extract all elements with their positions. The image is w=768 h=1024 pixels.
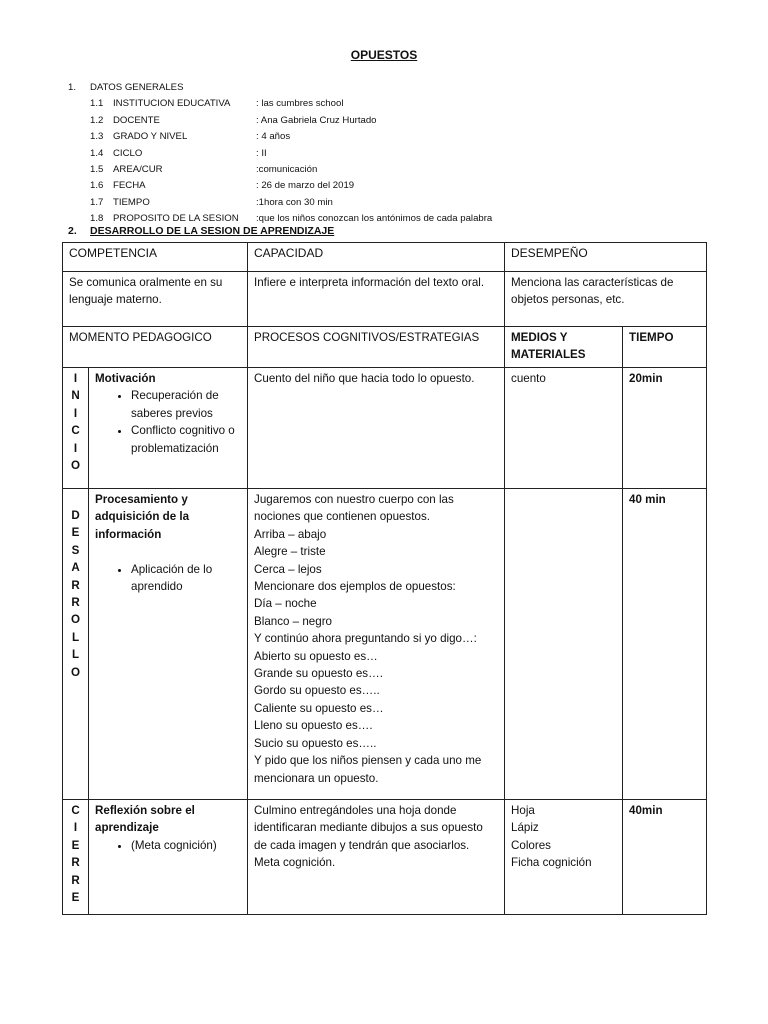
momento-bullets (95, 561, 241, 596)
procesos-line: Y pido que los niños piensen y cada uno me mencionara un opuesto. (254, 754, 482, 785)
item-number: 1.6 (90, 180, 104, 192)
vertical-letters (69, 802, 82, 906)
vertical-letter: E (71, 891, 80, 905)
procesos-line: Caliente su opuesto es… (254, 701, 384, 715)
vertical-letter: A (71, 561, 80, 575)
section-heading: DESARROLLO DE LA SESION DE APRENDIZAJE (90, 225, 335, 237)
item-value: : Ana Gabriela Cruz Hurtado (256, 114, 377, 126)
vertical-letter: I (73, 406, 78, 420)
item-value: : II (256, 147, 267, 159)
cell-momento-inicio (89, 368, 248, 489)
item-value: :1hora con 30 min (256, 196, 333, 208)
cell-capacidad: Infiere e interpreta información del texto oral. (248, 272, 505, 327)
spacer (69, 491, 82, 507)
section-number: 2. (68, 225, 77, 237)
item-label: PROPOSITO DE LA SESION (113, 213, 239, 225)
vertical-letter: L (71, 630, 80, 644)
item-number: 1.7 (90, 196, 104, 208)
session-table (62, 242, 707, 915)
bullet-item: • Conflicto cognitivo o problematización (131, 422, 241, 457)
procesos-line: Día – noche (254, 597, 317, 611)
vertical-letter: I (73, 372, 78, 385)
spacer (95, 543, 241, 560)
procesos-line: Jugaremos con nuestro cuerpo con las nociones que contienen opuestos. (254, 493, 454, 524)
header-momento: MOMENTO PEDAGOGICO (63, 327, 248, 368)
vertical-label-cierre (63, 800, 89, 915)
momento-title: Procesamiento y adquisición de la información (95, 493, 190, 541)
cell-procesos-inicio: Cuento del niño que hacia todo lo opuesto. (248, 368, 505, 489)
procesos-line: Sucio su opuesto es….. (254, 736, 377, 750)
item-label: FECHA (113, 180, 146, 192)
cell-momento-desarrollo (89, 489, 248, 800)
item-value: : 26 de marzo del 2019 (256, 180, 355, 192)
table-header-row (63, 327, 707, 368)
table-row (63, 272, 707, 327)
cell-procesos-cierre: Culmino entregándoles una hoja donde identificaran mediante dibujos a sus opuesto de cada imagen y tendrán que asociarlos. Meta cognición. (248, 800, 505, 915)
item-value: :comunicación (256, 163, 318, 175)
momento-title: Motivación (95, 372, 156, 385)
cell-competencia: Se comunica oralmente en su lenguaje materno. (63, 272, 248, 327)
procesos-line: Cerca – lejos (254, 562, 322, 576)
cell-medios-cierre (505, 800, 623, 915)
vertical-letter: R (71, 856, 80, 870)
cell-tiempo-inicio: 20min (623, 368, 707, 489)
item-number: 1.3 (90, 131, 104, 143)
vertical-letter: O (70, 665, 81, 679)
medios-line: Lápiz (511, 821, 539, 835)
vertical-letter: R (71, 596, 80, 610)
medios-line: Colores (511, 838, 551, 852)
vertical-letter: D (71, 509, 80, 522)
procesos-line: Abierto su opuesto es… (254, 649, 378, 663)
vertical-label-desarrollo (63, 489, 89, 800)
vertical-letter: E (71, 838, 80, 852)
cell-momento-cierre (89, 800, 248, 915)
item-label: GRADO Y NIVEL (113, 131, 188, 143)
cell-desempeno: Menciona las características de objetos personas, etc. (505, 272, 707, 327)
procesos-line: Blanco – negro (254, 614, 333, 628)
item-number: 1.5 (90, 163, 104, 175)
vertical-label-inicio (63, 368, 89, 489)
table-header-row (63, 243, 707, 272)
medios-lines (511, 802, 616, 872)
bullet-item: • Aplicación de lo aprendido (131, 561, 241, 596)
vertical-letter: I (73, 821, 78, 835)
header-competencia: COMPETENCIA (63, 243, 248, 272)
header-desempeno: DESEMPEÑO (505, 243, 707, 272)
vertical-letter: S (71, 543, 80, 557)
header-tiempo: TIEMPO (623, 327, 707, 368)
procesos-line: Gordo su opuesto es….. (254, 684, 380, 698)
vertical-letter: R (71, 578, 80, 592)
item-label: AREA/CUR (113, 163, 163, 175)
procesos-line: Alegre – triste (254, 545, 326, 559)
item-label: INSTITUCION EDUCATIVA (113, 98, 231, 110)
header-medios: MEDIOS Y MATERIALES (505, 327, 623, 368)
bullet-item: • Recuperación de saberes previos (131, 387, 241, 422)
item-number: 1.4 (90, 147, 104, 159)
vertical-letters (69, 507, 82, 681)
item-value: : 4 años (256, 131, 291, 143)
procesos-line: Arriba – abajo (254, 527, 327, 541)
procesos-line: Mencionare dos ejemplos de opuestos: (254, 580, 456, 594)
item-label: TIEMPO (113, 196, 150, 208)
item-number: 1.1 (90, 98, 104, 110)
table-row-desarrollo (63, 489, 707, 800)
momento-title: Reflexión sobre el aprendizaje (95, 804, 195, 835)
vertical-letters (69, 370, 82, 474)
section-heading: DATOS GENERALES (90, 82, 184, 93)
vertical-letter: N (71, 389, 80, 403)
item-label: DOCENTE (113, 114, 160, 126)
cell-procesos-desarrollo (248, 489, 505, 800)
header-capacidad: CAPACIDAD (248, 243, 505, 272)
momento-bullets (95, 837, 241, 854)
vertical-letter: O (70, 459, 81, 473)
bullet-item: • (Meta cognición) (131, 837, 241, 854)
table-row-inicio (63, 368, 707, 489)
cell-medios-desarrollo (505, 489, 623, 800)
vertical-letter: I (73, 441, 78, 455)
section-number: 1. (68, 82, 77, 93)
item-number: 1.8 (90, 213, 104, 225)
cell-medios-inicio: cuento (505, 368, 623, 489)
item-label: CICLO (113, 147, 143, 159)
medios-line: Hoja (511, 804, 535, 817)
procesos-line: Y continúo ahora preguntando si yo digo…: (254, 632, 477, 646)
procesos-line: Grande su opuesto es…. (254, 667, 383, 681)
vertical-letter: E (71, 526, 80, 540)
vertical-letter: L (71, 648, 80, 662)
medios-line: Ficha cognición (511, 856, 592, 870)
header-procesos: PROCESOS COGNITIVOS/ESTRATEGIAS (248, 327, 505, 368)
procesos-lines (254, 491, 498, 787)
vertical-letter: C (71, 424, 80, 438)
vertical-letter: O (70, 613, 81, 627)
item-value: : las cumbres school (256, 98, 344, 110)
cell-tiempo-cierre: 40min (623, 800, 707, 915)
cell-tiempo-desarrollo: 40 min (623, 489, 707, 800)
momento-bullets (95, 387, 241, 457)
item-value: :que los niños conozcan los antónimos de cada palabra (256, 213, 493, 225)
table-row-cierre (63, 800, 707, 915)
document-title: OPUESTOS (350, 48, 418, 62)
vertical-letter: R (71, 873, 80, 887)
vertical-letter: C (71, 804, 80, 817)
item-number: 1.2 (90, 114, 104, 126)
procesos-line: Lleno su opuesto es…. (254, 719, 373, 733)
